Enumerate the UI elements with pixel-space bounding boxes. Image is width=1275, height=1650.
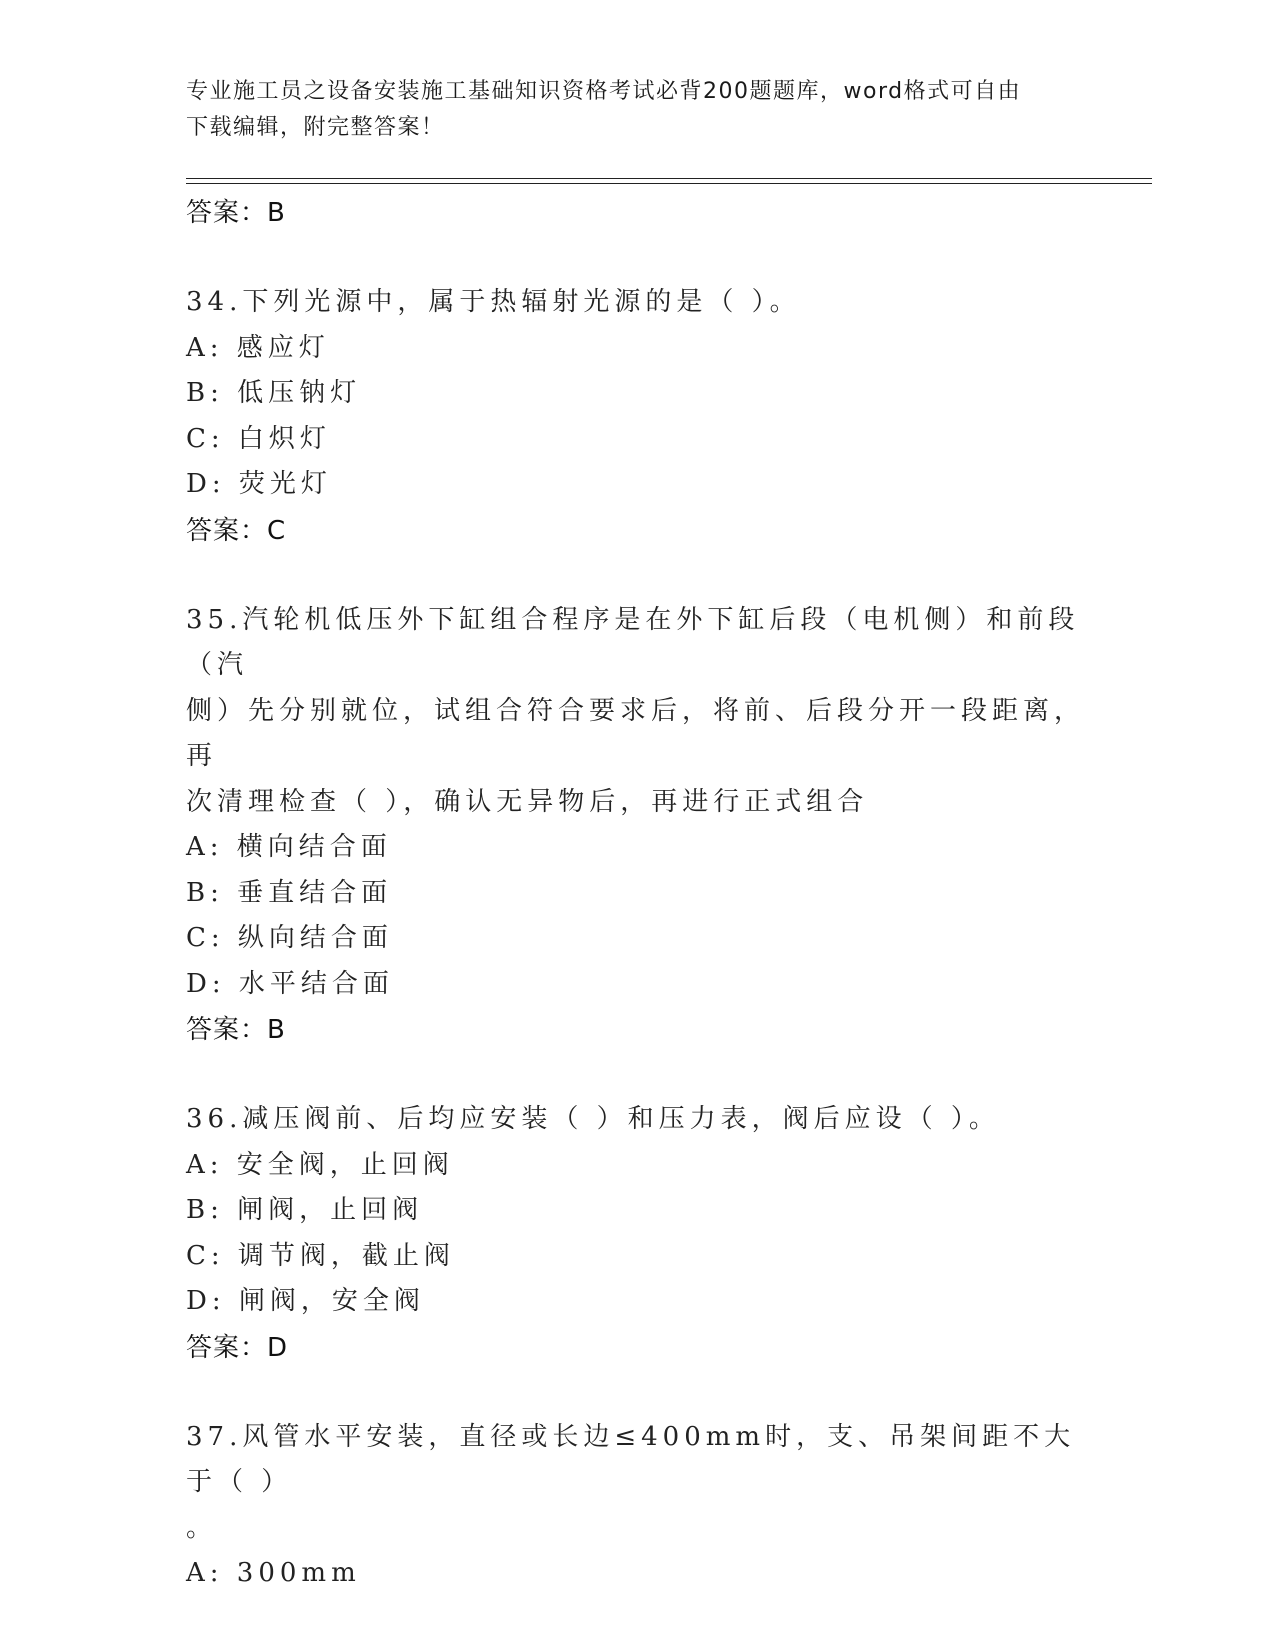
previous-answer: 答案：B — [186, 198, 286, 228]
answer-35: 答案：B — [186, 1015, 286, 1045]
option-d: D: 荧光灯 — [186, 469, 332, 499]
option-b: B: 垂直结合面 — [186, 877, 393, 908]
question-list — [186, 190, 1152, 1597]
page-header — [186, 74, 1086, 146]
option-a: A: 横向结合面 — [186, 832, 392, 862]
option-a: A: 300mm — [186, 1558, 361, 1588]
document-page — [186, 0, 1156, 1650]
question-stem — [186, 1415, 1086, 1552]
header-line-1: 专业施工员之设备安装施工基础知识资格考试必背200题题库，word格式可自由 — [186, 79, 1022, 104]
stem-line: 。 — [186, 1512, 218, 1543]
stem-line: 36.减压阀前、后均应安装（ ）和压力表，阀后应设（ ）。 — [186, 1104, 1000, 1134]
answer-34: 答案：C — [186, 515, 287, 546]
question-stem — [186, 598, 1086, 826]
option-b: B: 低压钠灯 — [186, 378, 362, 408]
stem-line: 35.汽轮机低压外下缸组合程序是在外下缸后段（电机侧）和前段（汽 — [186, 604, 1080, 680]
stem-line: 次清理检查（ ），确认无异物后，再进行正式组合 — [186, 786, 869, 817]
stem-line: 37.风管水平安装，直径或长边≤400mm时，支、吊架间距不大于（ ） — [186, 1421, 1076, 1497]
question-35 — [186, 598, 1152, 1054]
question-stem — [186, 1097, 1086, 1143]
stem-line: 34.下列光源中，属于热辐射光源的是（ ）。 — [186, 287, 801, 317]
option-d: D: 水平结合面 — [186, 968, 394, 999]
header-line-2: 下载编辑，附完整答案！ — [186, 115, 445, 140]
question-34 — [186, 280, 1152, 554]
option-c: C: 纵向结合面 — [186, 923, 393, 953]
option-c: C: 调节阀，截止阀 — [186, 1240, 455, 1271]
option-b: B: 闸阀，止回阀 — [186, 1195, 424, 1225]
header-divider — [186, 178, 1152, 184]
option-a: A: 安全阀，止回阀 — [186, 1149, 454, 1180]
question-37 — [186, 1415, 1152, 1597]
stem-line: 侧）先分别就位，试组合符合要求后，将前、后段分开一段距离，再 — [186, 695, 1086, 771]
question-stem — [186, 280, 1086, 326]
answer-36: 答案：D — [186, 1332, 289, 1363]
question-36 — [186, 1097, 1152, 1371]
option-a: A: 感应灯 — [186, 332, 330, 363]
option-d: D: 闸阀，安全阀 — [186, 1286, 425, 1316]
option-c: C: 白炽灯 — [186, 423, 331, 454]
